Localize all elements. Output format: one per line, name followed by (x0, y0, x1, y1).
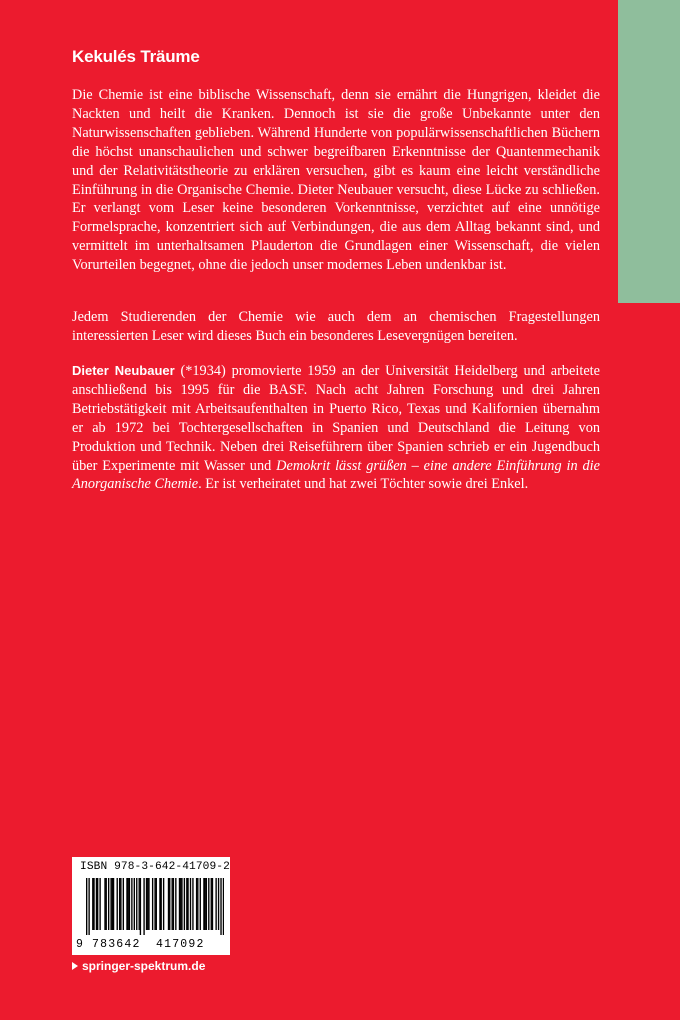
barcode-bar (143, 878, 144, 935)
barcode-bar (93, 878, 94, 930)
barcode-bar (146, 878, 147, 930)
barcode-digits (72, 937, 230, 953)
barcode-bar (123, 878, 124, 930)
barcode-bar (197, 878, 198, 930)
barcode-bar (187, 878, 188, 930)
barcode-bar (215, 878, 216, 930)
barcode-bar (161, 878, 162, 930)
author-bio (72, 362, 600, 494)
barcode-bar (136, 878, 137, 930)
barcode-bar (92, 878, 93, 930)
barcode-bar (139, 878, 140, 930)
barcode-bar (169, 878, 170, 930)
barcode-bar (99, 878, 100, 930)
barcode-bar (129, 878, 130, 930)
barcode-bar (154, 878, 155, 930)
barcode-bar (152, 878, 153, 930)
barcode-bar (186, 878, 187, 930)
barcode-digit-first: 9 (76, 938, 83, 951)
barcode-bar (184, 878, 185, 930)
barcode-bar (147, 878, 148, 930)
book-title: Kekulés Träume (72, 47, 200, 66)
barcode-bar (159, 878, 160, 930)
author-name: Dieter Neubauer (72, 363, 175, 378)
barcode-bar (180, 878, 181, 930)
barcode-image (86, 878, 224, 935)
barcode-bar (171, 878, 172, 930)
barcode-bar (104, 878, 105, 930)
barcode-bar (200, 878, 201, 930)
barcode-bar (173, 878, 174, 930)
barcode-bar (134, 878, 135, 930)
barcode-bar (192, 878, 193, 930)
barcode-bar (140, 878, 141, 935)
description-paragraph-1: Die Chemie ist eine biblische Wissenschaft, denn sie ernährt die Hungrigen, kleidet die Nackten und heilt die Kranken. Dennoch ist sie die große Unbekannte unter den Naturwissenschaften geblieben. Während Hunderte von populärwissenschaftlichen Büchern die höchst unanschaulichen und schwer begreifbaren Erkenntnisse der Quantenmechanik und der Relativitätstheorie zu erklären versuchen, gibt es kaum eine leicht verständliche Einführung in die Organische Chemie. Dieter Neubauer versucht, diese Lücke zu schließen. Er verlangt vom Leser keine besonderen Vorkenntnisse, verzichtet auf eine unnötige Formelsprache, konzentriert sich auf Verbindungen, die aus dem Alltag bekannt sind, und vermittelt im unterhaltsamen Plauderton die Grundlagen einer Wissenschaft, die vielen Vorurteilen begegnet, ohne die jedoch unser modernes Leben undenkbar ist. (72, 87, 600, 274)
barcode-bar (148, 878, 149, 930)
arrow-right-icon (72, 962, 78, 970)
barcode-bar (112, 878, 113, 930)
barcode-bar (88, 878, 89, 935)
barcode-digit-group-1: 783642 (92, 938, 141, 951)
barcode-bar (179, 878, 180, 930)
publisher-link-text[interactable]: springer-spektrum.de (82, 959, 206, 973)
barcode-bar (120, 878, 121, 930)
barcode-bar (108, 878, 109, 930)
barcode-bar (220, 878, 221, 935)
barcode-bar (156, 878, 157, 930)
barcode-bar (190, 878, 191, 930)
barcode-bar (181, 878, 182, 930)
barcode-bar (203, 878, 204, 930)
barcode-bar (131, 878, 132, 930)
barcode-bar (113, 878, 114, 930)
isbn-barcode-box (72, 857, 230, 955)
barcode-bar (204, 878, 205, 930)
barcode-bar (168, 878, 169, 930)
barcode-bar (206, 878, 207, 930)
author-book-title: Demokrit lässt grüßen – eine andere Einführung in die Anorganische Chemie (72, 457, 600, 493)
barcode-bar (175, 878, 176, 930)
barcode-digit-group-2: 417092 (156, 938, 205, 951)
barcode-bar (110, 878, 111, 930)
barcode-bar (218, 878, 219, 930)
barcode-bar (126, 878, 127, 930)
barcode-bar (223, 878, 224, 935)
barcode-bar (196, 878, 197, 930)
barcode-bar (211, 878, 212, 930)
barcode-bar (117, 878, 118, 930)
author-bio-text: (*1934) promovierte 1959 an der Universität Heidelberg und arbeitete anschließend bis 1995 für die BASF. Nach acht Jahren Forschung und drei Jahren Betriebstätigkeit mit Arbeitsaufenthalten in Puerto Rico, Texas und Kalifornien übernahm er ab 1972 bei Tochtergesellschaften in Spanien und Deutschland die Leitung von Produktion und Technik. Neben drei Reiseführern über Spanien schrieb er ein Jugendbuch über Experimente mit Wasser und (72, 363, 600, 474)
description-paragraph-2: Jedem Studierenden der Chemie wie auch dem an chemischen Fragestellungen interessierten Leser wird dieses Buch ein besonderes Lesevergnügen bereiten. (72, 309, 600, 344)
barcode-bar (86, 878, 87, 935)
publisher-link[interactable] (72, 959, 205, 973)
side-color-tab (618, 0, 680, 303)
author-bio-text-end: . Er ist verheiratet und hat zwei Töchter sowie drei Enkel. (198, 476, 529, 493)
barcode-bar (97, 878, 98, 930)
barcode-bar (106, 878, 107, 930)
barcode-bar (163, 878, 164, 930)
barcode-bar (119, 878, 120, 930)
barcode-bar (208, 878, 209, 930)
barcode-bar (128, 878, 129, 930)
isbn-label: ISBN 978-3-642-41709-2 (80, 861, 230, 873)
barcode-bar (96, 878, 97, 930)
barcode-bar (212, 878, 213, 930)
